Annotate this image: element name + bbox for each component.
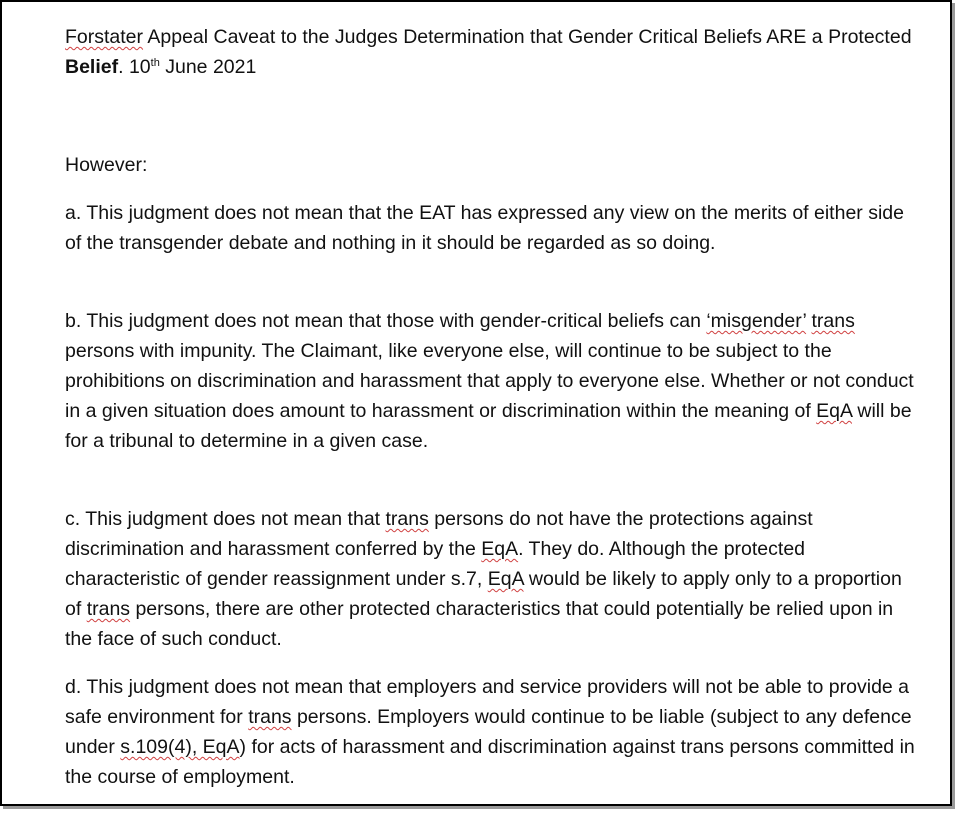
paragraph-d-flagged-word-2: s.109(4), EqA xyxy=(120,736,240,758)
paragraph-c-text-2: persons do not have the protections against discrimination and harassment conferred by the xyxy=(65,508,813,560)
paragraph-c-text-3: . They do. Although the protected characteristic of gender reassignment under s.7, xyxy=(65,538,806,590)
title-bold-word: Belief xyxy=(65,56,119,78)
document-body xyxy=(65,22,925,788)
paragraph-d-text-2: persons. Employers would continue to be liable (subject to any defence under xyxy=(65,706,912,758)
paragraph-d-text-3: ) for acts of harassment and discrimination against trans persons committed in the course of employment. xyxy=(65,736,915,788)
paragraph-b-text-3: persons with impunity. The Claimant, like everyone else, will continue to be subject to the prohibitions on discrimination and harassment that apply to everyone else. Whether or not conduct in a given situation does amount to harassment or discrimination within the meaning of xyxy=(65,340,914,422)
paragraph-c-flagged-word-1: trans xyxy=(385,508,429,530)
title-date-prefix: . 10 xyxy=(118,56,151,78)
paragraph-c-flagged-word-4: trans xyxy=(86,598,131,620)
paragraph-b-text-1: b. This judgment does not mean that those with gender-critical beliefs can xyxy=(65,310,707,332)
paragraph-b-flagged-word-1: ‘misgender’ xyxy=(706,310,807,332)
paragraph-b-flagged-word-2: trans xyxy=(811,310,855,332)
paragraph-d-flagged-word-1: trans xyxy=(248,706,292,728)
paragraph-c-flagged-word-3: EqA xyxy=(487,568,524,590)
however-heading: However: xyxy=(65,154,148,176)
paragraph-b-text-4: will be for a tribunal to determine in a given case. xyxy=(65,400,912,452)
title-date-superscript: th xyxy=(150,57,160,69)
title-text: Appeal Caveat to the Judges Determination that Gender Critical Beliefs ARE a Protected xyxy=(143,26,912,48)
paragraph-c-flagged-word-2: EqA xyxy=(481,538,519,560)
paragraph-c-text-1: c. This judgment does not mean that xyxy=(65,508,386,530)
paragraph-d xyxy=(65,672,915,792)
paragraph-c xyxy=(65,504,915,654)
title-misspelled-word: Forstater xyxy=(65,26,144,48)
paragraph-c-text-4: would be likely to apply only to a proportion of xyxy=(65,568,902,620)
paragraph-c-text-5: persons, there are other protected characteristics that could potentially be relied upon in the face of such conduct. xyxy=(65,598,894,650)
paragraph-b xyxy=(65,306,915,456)
title-date-rest: June 2021 xyxy=(159,56,257,78)
paragraph-b-flagged-word-3: EqA xyxy=(816,400,852,422)
paragraph-a: a. This judgment does not mean that the EAT has expressed any view on the merits of either side of the transgender debate and nothing in it should be regarded as so doing. xyxy=(65,202,904,254)
paragraph-d-text-1: d. This judgment does not mean that employers and service providers will not be able to provide a safe environment for xyxy=(65,676,910,728)
document-title xyxy=(65,22,925,82)
